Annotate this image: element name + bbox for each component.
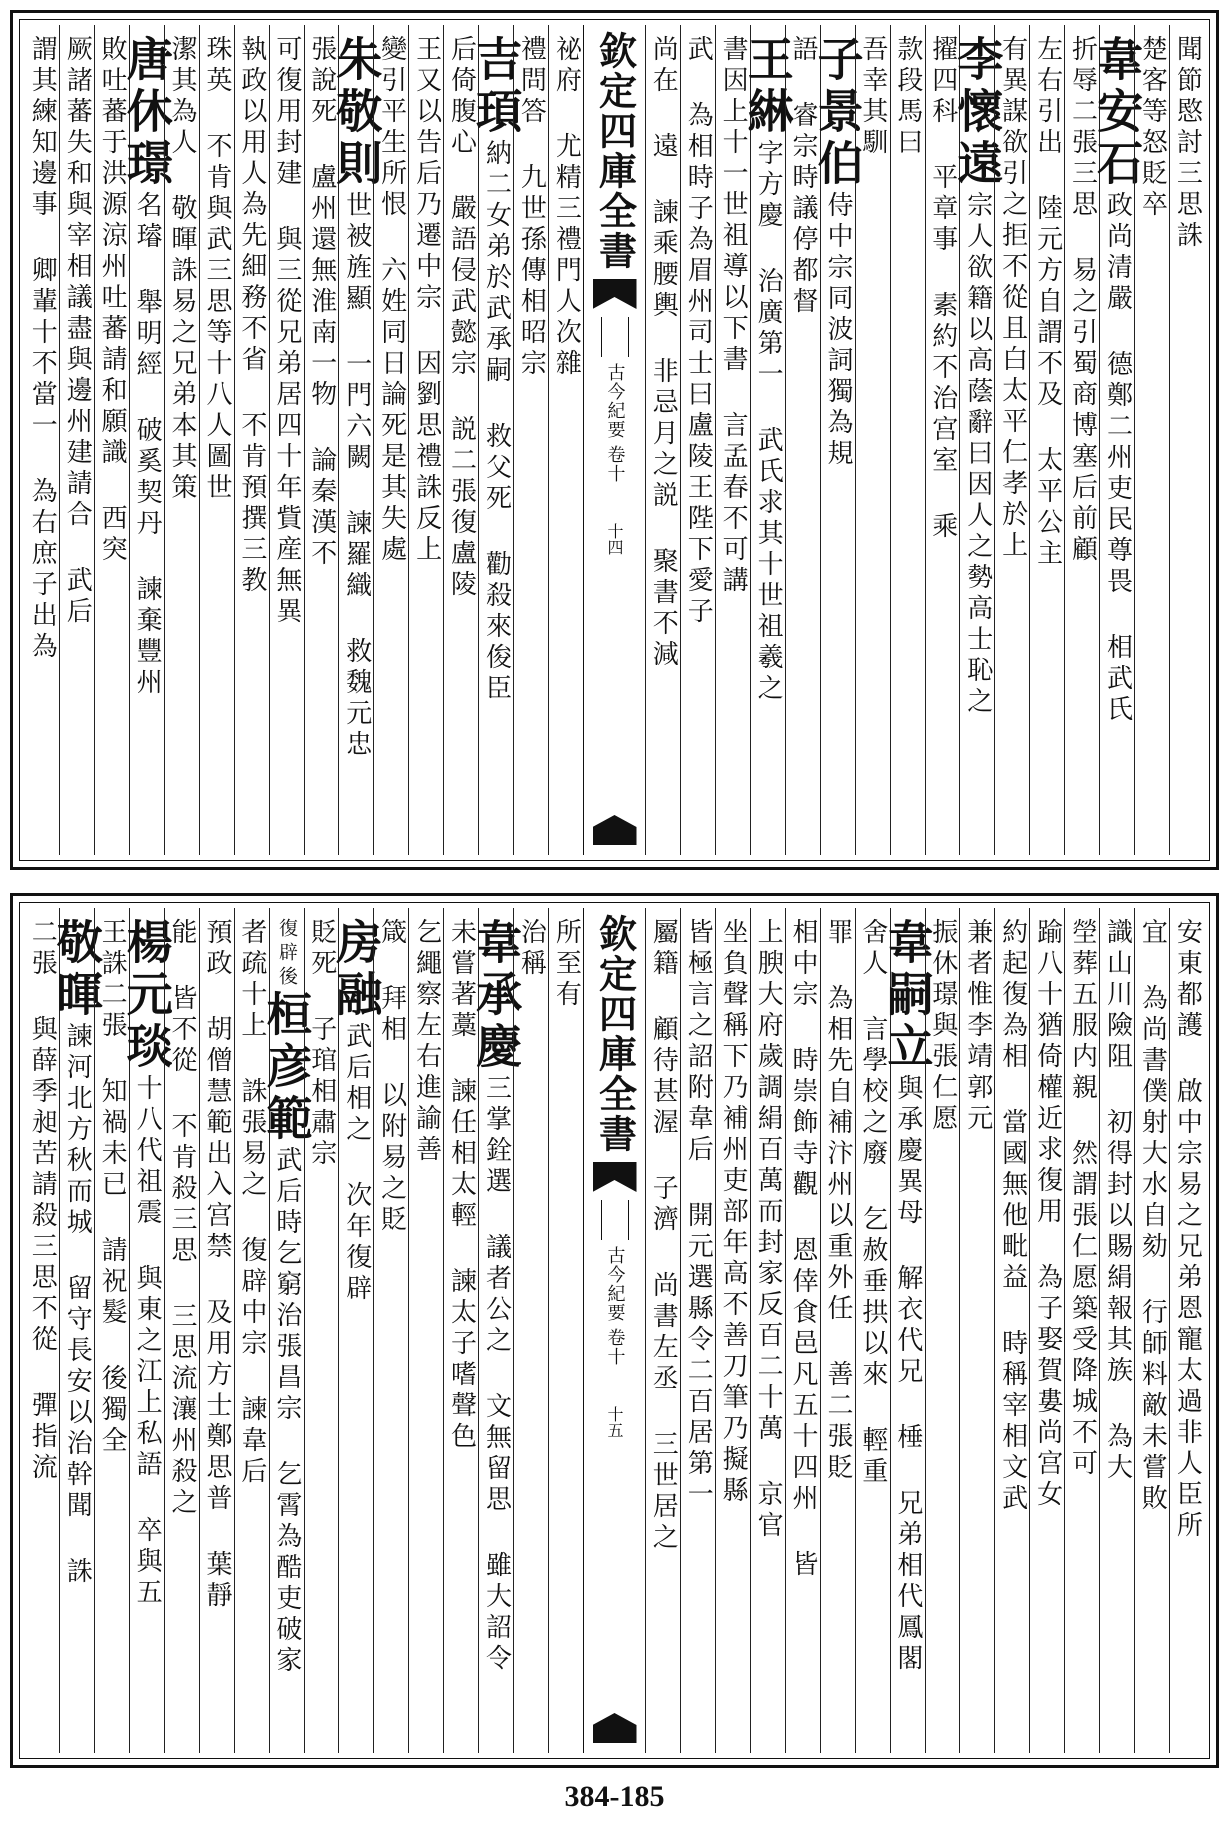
top-page: [10, 10, 1219, 870]
text-column: 塋葬五服内親 然謂張仁愿築受降城不可: [1064, 908, 1099, 1753]
text-column: 厥諸蕃失和與宰相議盡與邊州建請合 武后: [59, 25, 94, 855]
text-column: 者疏十上 誅張易之 復辟中宗 諫韋后: [234, 908, 269, 1753]
text-column: 復辟後 桓彦範 武后時乞窮治張昌宗 乞霄為酷吏破家: [269, 908, 304, 1753]
fold-lines: [601, 317, 629, 357]
book-title: 古今紀要: [604, 363, 626, 439]
person-name: 韋嗣立: [880, 918, 935, 1074]
text-column: 韋安石 政尚清嚴 德鄭二州吏民尊畏 相武氏: [1099, 25, 1134, 855]
text-column: 語 睿宗時議停都督: [785, 25, 820, 855]
top-columns: [25, 25, 1204, 855]
person-name: 王綝: [740, 35, 795, 139]
text-column: 擢四科 平章事 素約不治宫室 乘: [925, 25, 960, 855]
text-column: 折辱二張三思 易之引蜀商博塞后前顧: [1064, 25, 1099, 855]
text-column: 罪 為相先自補汴州以重外任 善二張貶: [820, 908, 855, 1753]
text-column: 朱敬則 世被旌顯 一門六闕 諫羅織 救魏元忠: [338, 25, 373, 855]
person-name: 楊元琰: [119, 918, 174, 1074]
text-column: 箴 拜相 以附易之貶: [373, 908, 408, 1753]
text-column: 珠英 不肯與武三思等十八人圖世: [199, 25, 234, 855]
folio-number: 十五: [605, 1406, 624, 1438]
text-column: 治稱: [513, 908, 548, 1753]
text-column: 屬籍 顧待甚渥 子濟 尚書左丞 三世居之: [645, 908, 680, 1753]
annotation: 復辟後: [275, 918, 298, 990]
text-column: 踰八十猶倚權近求復用 為子娶賀婁尚宫女: [1029, 908, 1064, 1753]
text-column: 王誅二張 知禍未已 請祝髮 後獨全: [94, 908, 129, 1753]
bottom-page: [10, 893, 1219, 1768]
text-column: 敬暉 諫河北方秋而城 留守長安以治幹聞 誅: [59, 908, 94, 1753]
fold-lines: [601, 1200, 629, 1240]
bottom-columns: [25, 908, 1204, 1753]
banner-title: 欽定四庫全書: [592, 914, 638, 1154]
text-column: 韋承慶 三掌銓選 議者公之 文無留思 雖大詔令: [478, 908, 513, 1753]
text-column: 房融 武后相之 次年復辟: [338, 908, 373, 1753]
text-column: 執政以用人為先細務不省 不肯預撰三教: [234, 25, 269, 855]
person-name: 唐休璟: [119, 35, 174, 191]
text-column: 楚客等怒貶卒: [1134, 25, 1169, 855]
text-column: 祕府 尤精三禮門人次雜: [548, 25, 583, 855]
text-column: 王又以告后乃遷中宗 因劉思禮誅反上: [408, 25, 443, 855]
text-column: 能 皆不從 不肯殺三思 三思流瀼州殺之: [164, 908, 199, 1753]
text-column: 變引平生所恨 六姓同日論死是其失處: [373, 25, 408, 855]
text-column: 振休璟與張仁愿: [925, 908, 960, 1753]
fish-tail-mark-icon: [593, 815, 637, 845]
text-column: 左右引出 陸元方自謂不及 太平公主: [1029, 25, 1064, 855]
book-title: 古今紀要: [604, 1246, 626, 1322]
person-name: 房融: [329, 918, 384, 1022]
text-column: 唐休璟 名璿 舉明經 破奚契丹 諫棄豐州: [129, 25, 164, 855]
text-column: 有異謀欲引之拒不從且白太平仁孝於上: [994, 25, 1029, 855]
text-column: 舍人 言學校之廢 乞赦垂拱以來 輕重: [855, 908, 890, 1753]
text-column: 款段馬曰: [890, 25, 925, 855]
text-column: 書因上十一世祖導以下書 言孟春不可講: [715, 25, 750, 855]
person-name: 朱敬則: [329, 35, 384, 191]
text-column: 相中宗 時崇飾寺觀 恩倖食邑凡五十四州 皆: [785, 908, 820, 1753]
person-name: 韋承慶: [469, 918, 524, 1074]
text-column: 可復用封建 與三從兄弟居四十年貲産無異: [269, 25, 304, 855]
person-name: 桓彦範: [259, 990, 314, 1146]
center-banner: [583, 25, 645, 855]
text-column: 王綝 字方慶 治廣第一 武氏求其十世祖羲之: [750, 25, 785, 855]
person-name: 敬暉: [49, 918, 104, 1022]
center-banner: [583, 908, 645, 1753]
text-column: 謂其練知邊事 卿輩十不當一 為右庶子出為: [27, 35, 58, 663]
text-column: 子景伯 侍中宗同波詞獨為規: [820, 25, 855, 855]
text-column: 張說死 盧州還無淮南一物 論秦漢不: [304, 25, 339, 855]
text-column: 敗吐蕃于洪源涼州吐蕃請和願識 西突: [94, 25, 129, 855]
text-column: 預政 胡僧慧範出入宫禁 及用方士鄭思普 葉靜: [199, 908, 234, 1753]
folio-number: 十四: [605, 523, 624, 555]
text-column: 李懷遠 宗人欲籍以高蔭辭曰因人之勢高士恥之: [959, 25, 994, 855]
volume-label: 卷十: [604, 445, 626, 483]
text-column: 兼者惟李靖郭元: [959, 908, 994, 1753]
text-column: 所至有: [548, 908, 583, 1753]
text-column: 韋嗣立 與承慶異母 解衣代兄 棰 兄弟相代鳳閣: [890, 908, 925, 1753]
text-column: 坐負聲稱下乃補州吏部年高不善刀筆乃擬縣: [715, 908, 750, 1753]
person-name: 吉頊: [469, 35, 524, 139]
text-column: 安東都護 啟中宗易之兄弟恩寵太過非人臣所: [1169, 908, 1204, 1753]
text-column: 約起復為相 當國無他毗益 時稱宰相文武: [994, 908, 1029, 1753]
text-column: 皆極言之詔附韋后 開元選縣令二百居第一: [680, 908, 715, 1753]
text-column: 潔其為人 敬暉誅易之兄弟本其策: [164, 25, 199, 855]
text-column: 吾幸其馴: [855, 25, 890, 855]
person-name: 子景伯: [810, 35, 865, 191]
text-column: 聞節愍討三思誅: [1169, 25, 1204, 855]
volume-label: 卷十: [604, 1328, 626, 1366]
text-column: 楊元琰 十八代祖震 與東之江上私語 卒與五: [129, 908, 164, 1753]
text-column: 上腴大府歲調絹百萬而封家反百二十萬 京官: [750, 908, 785, 1753]
fish-tail-mark-icon: [593, 1713, 637, 1743]
text-column: 宜 為尚書僕射大水自劾 行師料敵未嘗敗: [1134, 908, 1169, 1753]
person-name: 李懷遠: [950, 35, 1005, 191]
text-column: 乞繩察左右進諭善: [408, 908, 443, 1753]
fish-tail-mark-icon: [593, 279, 637, 309]
text-column: 武 為相時子為眉州司士曰盧陵王陛下愛子: [680, 25, 715, 855]
page-number: 384-185: [564, 1780, 665, 1813]
text-column: 吉頊 納二女弟於武承嗣 救父死 勸殺來俊臣: [478, 25, 513, 855]
banner-title: 欽定四庫全書: [592, 31, 638, 271]
text-column: 禮問答 九世孫傳相昭宗: [513, 25, 548, 855]
text-column: 后倚腹心 嚴語侵武懿宗 説二張復盧陵: [443, 25, 478, 855]
fish-tail-mark-icon: [593, 1162, 637, 1192]
text-column: 識山川險阻 初得封以賜絹報其族 為大: [1099, 908, 1134, 1753]
text-column: 貶死 子琯相肅宗: [304, 908, 339, 1753]
text-column: 未嘗著藁 諫任相太輕 諫太子嗜聲色: [443, 908, 478, 1753]
text-column: 尚在 遠 諫乘腰輿 非忌月之説 聚書不減: [645, 25, 680, 855]
text-column: 二張 與薛季昶苦請殺三思不從 彈指流: [27, 918, 58, 1484]
person-name: 韋安石: [1090, 35, 1145, 191]
